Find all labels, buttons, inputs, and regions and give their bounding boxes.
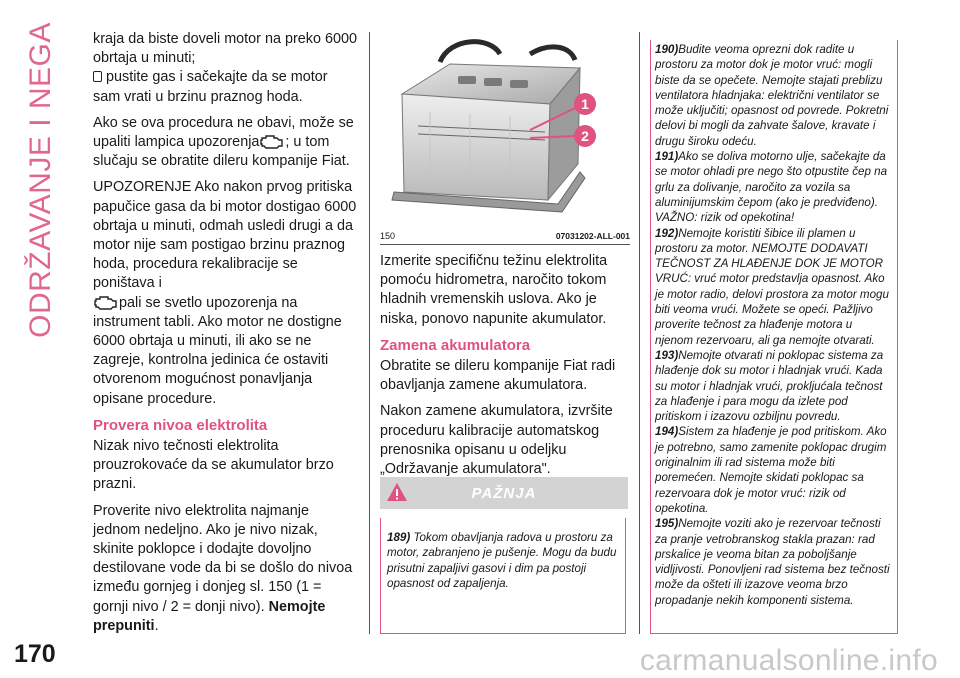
callout-2: 2	[581, 128, 589, 144]
left-column	[93, 30, 357, 643]
warning-item: 195)Nemojte voziti ako je rezervoar tečnosti za pranje vetrobranskog stakla prazan: rad prskalice je veoma bitan za poboljšanje vidljivosti. Ponovljeni rad sistema bez tečnosti može da ošteti ili izazove veoma brzo propadanje nekih komponenti sistema.	[655, 517, 890, 607]
warning-box: 189) Tokom obavljanja radova u prostoru za motor, zabranjeno je pušenje. Mogu da budu prisutni zapaljivi gasovi i dim pa postoji opasnost od zapaljenja.	[380, 518, 626, 634]
paragraph: Izmerite specifičnu težinu elektrolita pomoću hidrometra, naročito tokom hladnih vremenskih uslova. Ako je niska, ponovo napunite akumulator.	[380, 253, 608, 327]
checkbox-bullet-icon	[93, 71, 102, 82]
heading-electrolyte: Provera nivoa elektrolita	[93, 416, 268, 434]
figure-number: 150	[380, 231, 396, 241]
engine-warning-icon	[259, 133, 285, 149]
figure-caption	[380, 231, 630, 241]
warning-label: PAŽNJA	[471, 484, 537, 502]
section-title: ODRŽAVANJE I NEGA	[24, 22, 58, 338]
paragraph: Nizak nivo tečnosti elektrolita prouzrokovaće da se akumulator brzo prazni.	[93, 438, 334, 493]
paragraph: Nakon zamene akumulatora, izvršite proceduru kalibracije automatskog prenosnika opisanu u odeljku „Održavanje akumulatora".	[380, 403, 613, 478]
paragraph: Obratite se dileru kompanije Fiat radi obavljanja zamene akumulatora.	[380, 358, 616, 394]
warning-item: 193)Nemojte otvarati ni poklopac sistema za hlađenje dok su motor i hladnjak vrući. Kada su motor i hladnjak vrući, prokljućala tečnost za hlađenje i para mogu da izlete pod pritiskom i izazovu ozbiljnu povredu.	[655, 348, 884, 424]
warning-header	[380, 477, 628, 509]
figure-code: 07031202-ALL-001	[555, 231, 630, 241]
paragraph: kraja da biste doveli motor na preko 6000 obrtaja u minuti; pustite gas i sačekajte da se motor sam vrati u brzinu praznog hoda.	[93, 31, 357, 105]
page-number: 170	[14, 640, 56, 668]
paragraph: UPOZORENJE Ako nakon prvog pritiska papučice gasa da bi motor dostigao 6000 obrtaja u minuti, odmah usledi drugi a da motor nije sam postigao brzinu praznog hoda, procedura rekalibracije se poništava i pali se svetlo upozorenja na instrument tabli. Ako motor ne dostigne 6000 obrtaja u minuti, ili ako se ne zagreje, kontrolna jedinica će ostaviti otvorenom mogućnost ponavljanja opisane procedure.	[93, 179, 357, 407]
watermark: carmanualsonline.info	[639, 644, 938, 677]
callout-1: 1	[581, 96, 589, 112]
engine-warning-icon	[93, 294, 119, 310]
warning-item: 191)Ako se doliva motorno ulje, sačekajte da se motor ohladi pre nego što otpustite čep na grlu za dolivanje, naročito za vozila sa aluminijumskim čepom (ako je predviđeno). VAŽNO: rizik od opekotina!	[655, 150, 888, 225]
right-warning-box	[650, 40, 898, 634]
battery-illustration	[380, 32, 630, 228]
figure-battery	[380, 32, 630, 245]
paragraph: Proverite nivo elektrolita najmanje jednom nedeljno. Ako je nivo nizak, skinite poklopce i dodajte dovoljno destilovane vode da bi se došlo do nivoa između gornjeg i donjeg sl. 150 (1 = gornji nivo / 2 = donji nivo). Nemojte prepuniti.	[93, 502, 353, 634]
column-divider-1	[369, 32, 370, 634]
warning-item: 192)Nemojte koristiti šibice ili plamen u prostoru za motor. NEMOJTE DODAVATI TEČNOST ZA HLAĐENJE DOK JE MOTOR VRUĆ: vruć motor predstavlja opasnost. Ako je motor radio, delovi prostora za motor mogu biti veoma vrući. Možete se opeći. Pažljivo proverite tečnost za hlađenje motora u njenom rezervoaru, ali ga nemojte otvarati.	[655, 226, 889, 347]
paragraph: Ako se ova procedura ne obavi, može se upaliti lampica upozorenja ; u tom slučaju se obratite dileru kompanije Fiat.	[93, 114, 354, 170]
warning-item: 194)Sistem za hlađenje je pod pritiskom. Ako je potrebno, samo zamenite poklopac drugim originalnim ili rad sistema može biti poremećen. Nemojte skidati poklopac sa rezervoara dok je motor vruć: rizik od opekotina.	[655, 425, 887, 515]
middle-column	[380, 252, 630, 486]
column-divider-2	[639, 32, 640, 634]
warning-triangle-icon	[386, 481, 408, 503]
heading-battery-replacement: Zamena akumulatora	[380, 336, 531, 354]
warning-item: 190)Budite veoma oprezni dok radite u prostoru za motor dok je motor vruć: mogli biste da se opečete. Nemojte stajati preblizu ventilatora hladnjaka: električni ventilator se može uključiti; opasnost od povrede. Pokretni delovi bi mogli da zahvate šalove, kravate i drugu široku odeću.	[655, 43, 889, 148]
